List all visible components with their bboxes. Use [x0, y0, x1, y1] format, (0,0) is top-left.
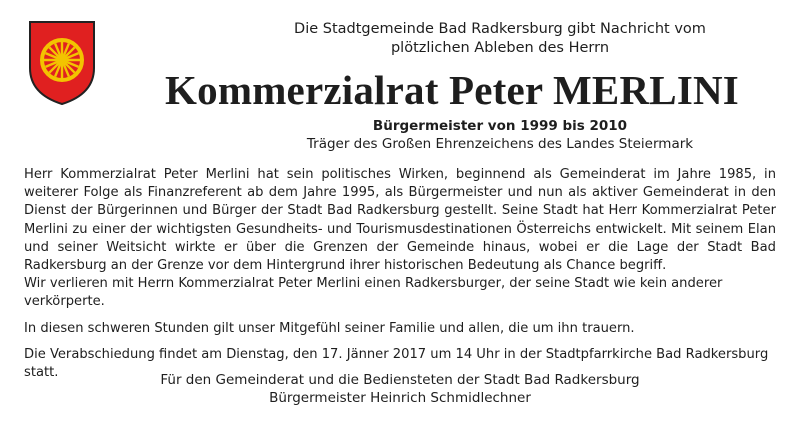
signature-block — [0, 371, 800, 407]
intro-line-2: plötzlichen Ableben des Herrn — [390, 40, 610, 56]
announcement-intro — [200, 20, 800, 58]
signature-line-2: Bürgermeister Heinrich Schmidlechner — [269, 390, 531, 406]
paragraph-tribute: Wir verlieren mit Herrn Kommerzialrat Peter Merlini einen Radkersburger, der seine Stadt wie kein anderer verkörperte. — [24, 276, 723, 310]
obituary-body — [24, 166, 776, 390]
intro-line-1: Die Stadtgemeinde Bad Radkersburg gibt Nachricht vom — [294, 21, 706, 37]
paragraph-condolence: In diesen schweren Stunden gilt unser Mitgefühl seiner Familie und allen, die um ihn trauern. — [24, 320, 635, 336]
coat-of-arms-wheel-icon — [28, 20, 96, 106]
paragraph-farewell: Die Verabschiedung findet am Dienstag, den 17. Jänner 2017 um 14 Uhr in der Stadtpfarrkirche Bad Radkersburg statt. — [24, 346, 769, 381]
paragraph-career: Herr Kommerzialrat Peter Merlini hat sein politisches Wirken, beginnend als Gemeinderat im Jahre 1985, in weiterer Folge als Finanzreferent ab dem Jahre 1995, als Bürgermeister und nun als aktiver Gemeinderat in den Dienst der Bürgerinnen und Bürger der Stadt Bad Radkersburg gestellt. Seine Stadt hat Herr Kommerzialrat Peter Merlini zu einer der wichtigsten Gesundheits- und Tourismusdestinationen Österreichs entwickelt. Mit seinem Elan und seiner Weitsicht wirkte er über die Grenzen der Gemeinde hinaus, wobei er die Lage der Stadt Bad Radkersburg an der Grenze vor dem Hintergrund ihrer historischen Bedeutung als Chance begriff. — [24, 167, 776, 274]
former-role: Bürgermeister von 1999 bis 2010 — [372, 118, 628, 134]
signature-line-1: Für den Gemeinderat und die Bediensteten der Stadt Bad Radkersburg — [160, 372, 640, 388]
deceased-name: Kommerzialrat Peter MERLINI — [165, 67, 739, 113]
honor-line: Träger des Großen Ehrenzeichens des Landes Steiermark — [306, 136, 694, 152]
